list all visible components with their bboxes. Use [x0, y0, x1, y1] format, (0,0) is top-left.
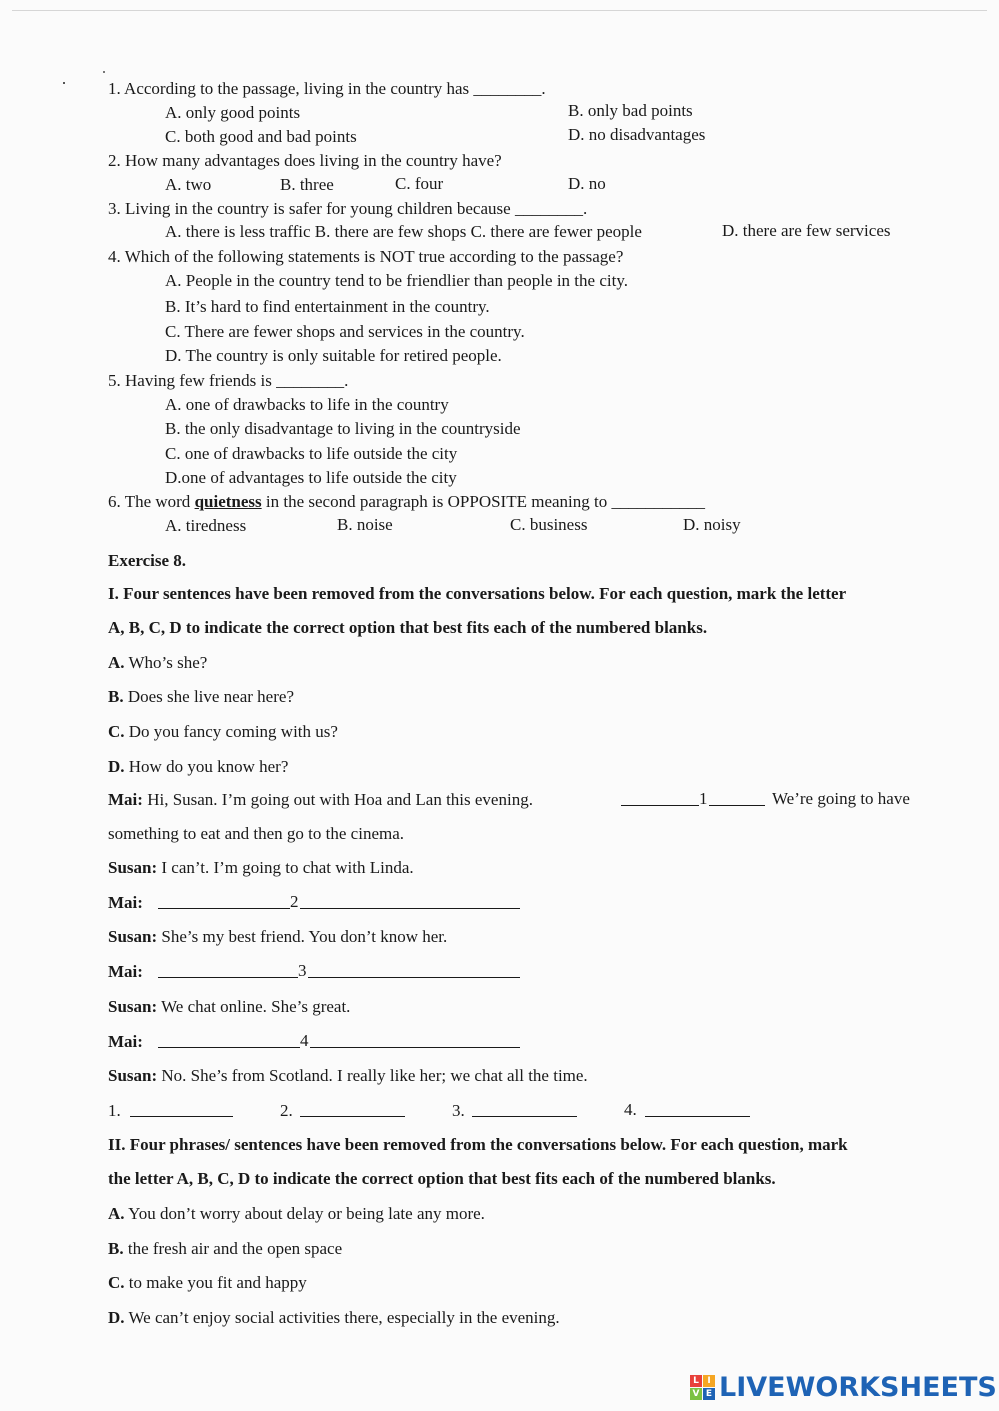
question-2-option-c: C. four: [395, 174, 444, 193]
question-6-stem-prefix: 6. The word: [108, 492, 195, 511]
answer-1-input[interactable]: [130, 1102, 233, 1117]
part1-instruction-line2: A, B, C, D to indicate the correct option that best fits each of the numbered blanks.: [108, 618, 708, 637]
question-6-stem: [108, 492, 705, 512]
option-text: We can’t enjoy social activities there, especially in the evening.: [124, 1308, 560, 1327]
option-text: Who’s she?: [124, 653, 208, 672]
blank-2-left[interactable]: [158, 894, 290, 909]
option-text: Do you fancy coming with us?: [124, 722, 338, 741]
dialogue-mai-line2: something to eat and then go to the cinema.: [108, 824, 405, 843]
dialogue-text: She’s my best friend. You don’t know her.: [157, 927, 448, 946]
part2-option-b: [108, 1239, 342, 1259]
question-5-option-d: D.one of advantages to life outside the city: [165, 468, 457, 487]
dialogue-mai-3-speaker: Mai:: [108, 962, 143, 981]
part2-instruction-line2: the letter A, B, C, D to indicate the correct option that best fits each of the numbered blanks.: [108, 1169, 776, 1188]
speaker-label: Susan:: [108, 1066, 158, 1085]
option-text: How do you know her?: [124, 757, 289, 776]
question-1-option-a: A. only good points: [165, 103, 301, 122]
option-text: to make you fit and happy: [124, 1273, 307, 1292]
answer-4-label: 4.: [624, 1100, 637, 1119]
question-6-option-b: B. noise: [337, 515, 393, 534]
question-6-stem-suffix: in the second paragraph is OPPOSITE meaning to ___________: [261, 492, 705, 511]
blank-1-left[interactable]: [621, 791, 699, 806]
logo-tile: L: [690, 1375, 702, 1387]
blank-3-left[interactable]: [158, 963, 298, 978]
question-1-stem: 1. According to the passage, living in the country has ________.: [108, 79, 546, 98]
logo-tile: I: [703, 1375, 715, 1387]
dialogue-text: We chat online. She’s great.: [157, 997, 351, 1016]
exercise-title: Exercise 8.: [108, 551, 187, 570]
question-6-keyword: quietness: [194, 492, 262, 511]
question-1-option-c: C. both good and bad points: [165, 127, 357, 146]
blank-2-right[interactable]: [300, 894, 520, 909]
liveworksheets-logo[interactable]: [690, 1371, 997, 1403]
dialogue-mai-line1-end: We’re going to have: [772, 789, 910, 808]
blank-3-right[interactable]: [308, 963, 520, 978]
question-6-option-c: C. business: [510, 515, 588, 534]
blank-4-right[interactable]: [310, 1033, 520, 1048]
blank-1-number: 1: [699, 789, 708, 808]
question-5-option-c: C. one of drawbacks to life outside the city: [165, 444, 458, 463]
logo-tile: V: [690, 1388, 702, 1400]
dialogue-mai-2-speaker: Mai:: [108, 893, 143, 912]
question-5-option-a: A. one of drawbacks to life in the country: [165, 395, 449, 414]
option-letter: D.: [108, 757, 125, 776]
part1-instruction-line1: I. Four sentences have been removed from the conversations below. For each question, mark the letter: [108, 584, 847, 603]
question-4-option-c: C. There are fewer shops and services in the country.: [165, 322, 525, 341]
dialogue-susan-1: [108, 858, 414, 878]
question-5-option-b: B. the only disadvantage to living in the countryside: [165, 419, 521, 438]
dialogue-mai-4-speaker: Mai:: [108, 1032, 143, 1051]
option-letter: B.: [108, 687, 124, 706]
option-text: You don’t worry about delay or being late any more.: [124, 1204, 485, 1223]
answer-2-label: 2.: [280, 1101, 293, 1120]
part2-option-d: [108, 1308, 560, 1328]
scan-speck: [63, 82, 65, 84]
question-3-options-abc: A. there is less traffic B. there are few shops C. there are fewer people: [165, 222, 642, 241]
option-letter: A.: [108, 653, 125, 672]
dialogue-text: I can’t. I’m going to chat with Linda.: [157, 858, 414, 877]
dialogue-susan-4: [108, 1066, 588, 1086]
logo-tile: E: [703, 1388, 715, 1400]
part1-option-d: [108, 757, 288, 777]
part2-option-a: [108, 1204, 485, 1224]
logo-icon: [690, 1375, 715, 1400]
part2-option-c: [108, 1273, 307, 1293]
speaker-label: Mai:: [108, 790, 143, 809]
answer-3-label: 3.: [452, 1101, 465, 1120]
question-1-option-d: D. no disadvantages: [568, 125, 706, 144]
dialogue-text: Hi, Susan. I’m going out with Hoa and Lan this evening.: [142, 790, 533, 809]
option-text: Does she live near here?: [123, 687, 294, 706]
logo-text: LIVEWORKSHEETS: [719, 1371, 997, 1403]
part2-instruction-line1: II. Four phrases/ sentences have been removed from the conversations below. For each question, mark: [108, 1135, 848, 1154]
option-text: the fresh air and the open space: [123, 1239, 343, 1258]
question-2-option-b: B. three: [280, 175, 334, 194]
question-3-stem: 3. Living in the country is safer for young children because ________.: [108, 199, 588, 218]
blank-1-right[interactable]: [709, 791, 765, 806]
answer-2-input[interactable]: [300, 1102, 405, 1117]
speaker-label: Susan:: [108, 858, 158, 877]
blank-4-left[interactable]: [158, 1033, 300, 1048]
question-5-stem: 5. Having few friends is ________.: [108, 371, 349, 390]
dialogue-mai-line1: [108, 790, 533, 810]
question-4-option-a: A. People in the country tend to be friendlier than people in the city.: [165, 271, 628, 290]
question-6-option-a: A. tiredness: [165, 516, 247, 535]
question-2-stem: 2. How many advantages does living in the country have?: [108, 151, 502, 170]
part1-option-a: [108, 653, 207, 673]
question-4-stem: 4. Which of the following statements is NOT true according to the passage?: [108, 247, 624, 266]
dialogue-susan-3: [108, 997, 350, 1017]
top-border-line: [12, 10, 987, 11]
part1-option-c: [108, 722, 338, 742]
answer-1-label: 1.: [108, 1101, 121, 1120]
option-letter: C.: [108, 1273, 125, 1292]
option-letter: B.: [108, 1239, 124, 1258]
option-letter: C.: [108, 722, 125, 741]
speaker-label: Susan:: [108, 927, 158, 946]
option-letter: D.: [108, 1308, 125, 1327]
dialogue-susan-2: [108, 927, 447, 947]
question-1-option-b: B. only bad points: [568, 101, 693, 120]
question-2-option-a: A. two: [165, 175, 212, 194]
question-2-option-d: D. no: [568, 174, 606, 193]
answer-3-input[interactable]: [472, 1102, 577, 1117]
option-letter: A.: [108, 1204, 125, 1223]
question-3-option-d: D. there are few services: [722, 221, 891, 240]
question-4-option-d: D. The country is only suitable for retired people.: [165, 346, 502, 365]
answer-4-input[interactable]: [645, 1102, 750, 1117]
question-4-option-b: B. It’s hard to find entertainment in the country.: [165, 297, 490, 316]
dialogue-text: No. She’s from Scotland. I really like her; we chat all the time.: [157, 1066, 588, 1085]
blank-2-number: 2: [290, 892, 299, 911]
speaker-label: Susan:: [108, 997, 158, 1016]
scan-speck: [103, 71, 105, 73]
blank-4-number: 4: [300, 1031, 309, 1050]
part1-option-b: [108, 687, 294, 707]
question-6-option-d: D. noisy: [683, 515, 741, 534]
blank-3-number: 3: [298, 961, 307, 980]
